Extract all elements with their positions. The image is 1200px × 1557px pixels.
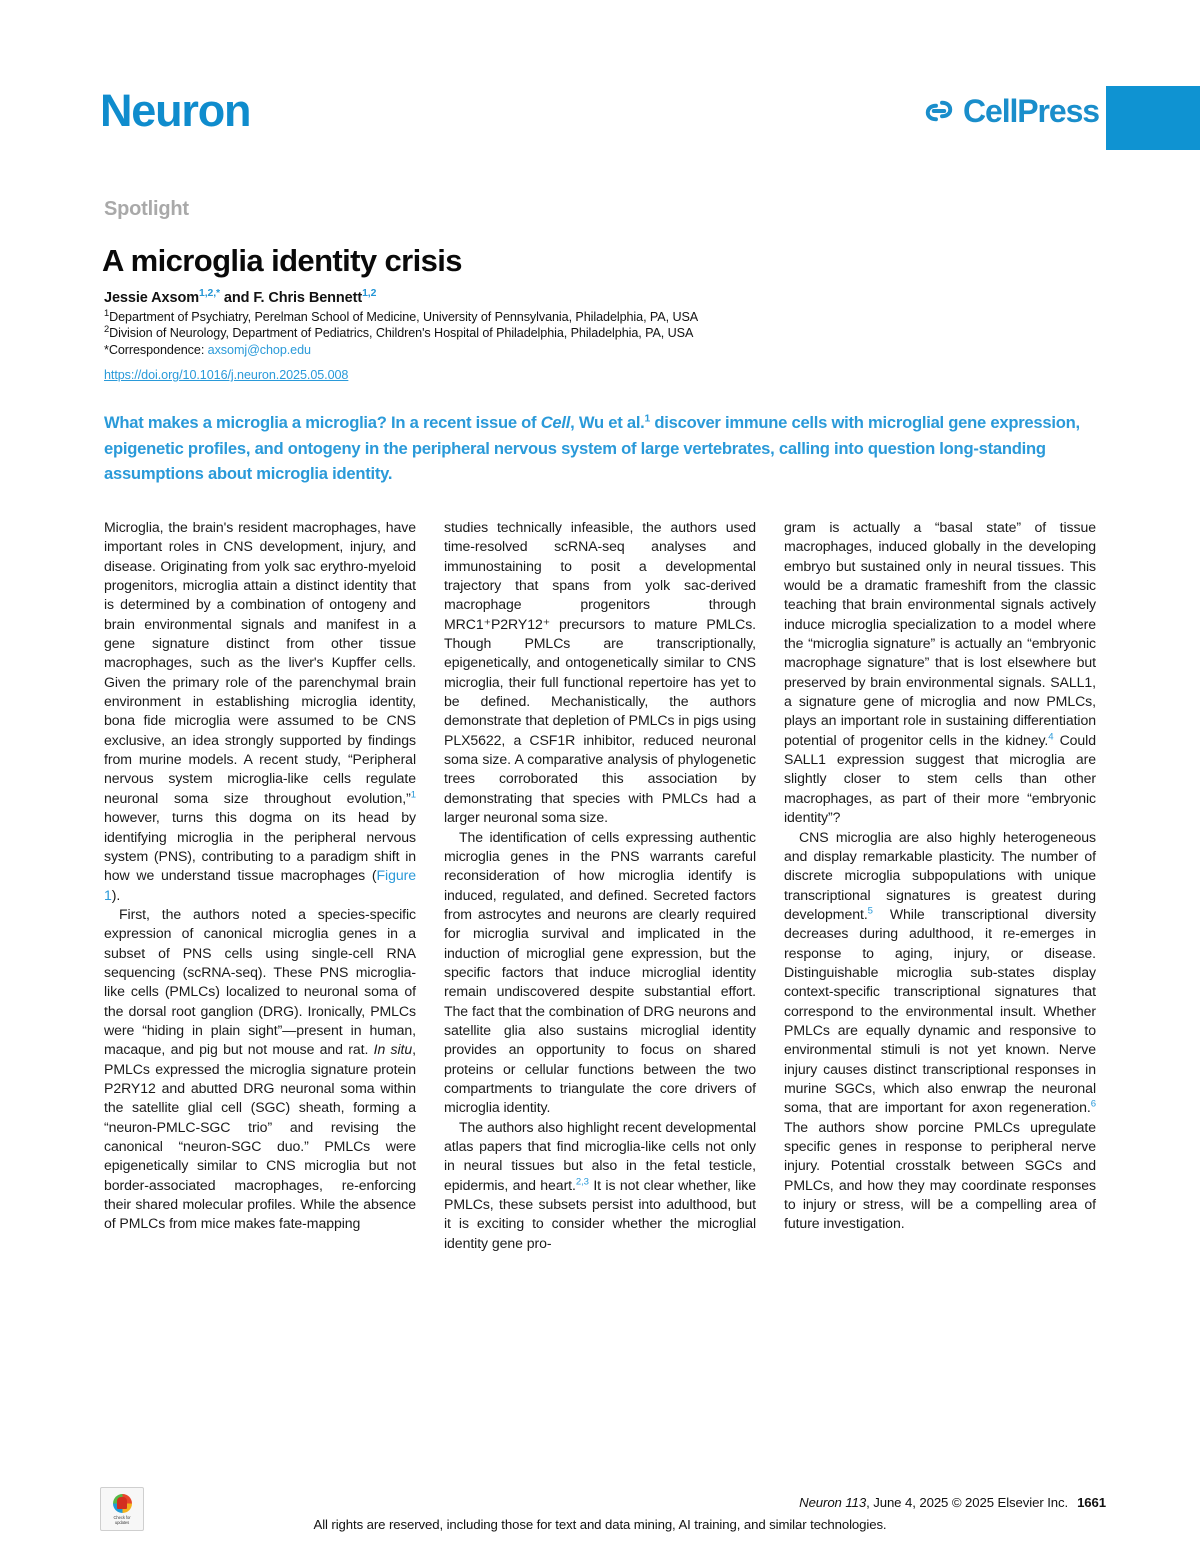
affiliations — [104, 309, 1024, 358]
p1-1-end: ). — [111, 886, 121, 903]
citation-rest: , June 4, 2025 © 2025 Elsevier Inc. — [866, 1495, 1069, 1510]
badge-label-line2: updates — [114, 1519, 130, 1525]
summary-part-1: What makes a microglia a microglia? In a recent issue of — [104, 413, 541, 432]
affiliation-1-marker: 1 — [104, 307, 110, 318]
paragraph-2-3 — [444, 1118, 756, 1253]
summary-part-2: , Wu et al. — [570, 413, 645, 432]
paragraph-1-1 — [104, 518, 416, 905]
summary-reference-marker: 1 — [644, 413, 651, 425]
affiliation-2-text: Division of Neurology, Department of Pediatrics, Children's Hospital of Philadelphia, Philadelphia, PA, USA — [109, 326, 694, 341]
affiliation-2 — [104, 325, 1024, 341]
paragraph-2-2: The identification of cells expressing authentic microglia genes in the PNS warrants careful reconsideration of how microglia identify is induced, regulated, and defined. Secreted factors from astrocytes and neurons are clearly required for microglia survival and implicated in the induction of microglial gene expression, but the specific factors that induce microglial identity remain undiscovered despite substantial effort. The fact that the combination of DRG neurons and satellite glia also sustains microglial identity provides an opportunity to focus on shared proteins or cellular functions between the two compartments to triangulate the core drivers of microglia identity. — [444, 828, 756, 1116]
doi-link[interactable]: https://doi.org/10.1016/j.neuron.2025.05.008 — [104, 368, 349, 382]
author-conjunction: and F. Chris Bennett — [219, 290, 363, 306]
paragraph-1-2 — [104, 905, 416, 1234]
p3-1-a: gram is actually a “basal state” of tissue macrophages, induced globally in the developing embryo but sustained only in neural tissues. This would be a dramatic frameshift from the classic teaching that brain environmental signals actively induce microglia specialization to a model where the “microglia signature” is actually an “embryonic macrophage signature” that is lost elsewhere but preserved by brain environmental signals. SALL1, a signature gene of microglia and now PMLCs, plays an important role in sustaining differentiation potential of progenitor cells in the kidney. — [784, 519, 1096, 748]
author-name-1: Jessie Axsom — [104, 290, 199, 306]
cellpress-link-icon — [924, 96, 954, 126]
masthead — [0, 0, 1200, 170]
body-column-2 — [444, 518, 756, 1253]
article-summary — [104, 410, 1089, 487]
p3-2-ref2: 6 — [1090, 1098, 1096, 1110]
page-number: 1661 — [1077, 1495, 1106, 1510]
cellpress-logo — [924, 95, 1099, 127]
brand-color-block — [1106, 86, 1200, 150]
citation-line — [0, 1495, 1106, 1510]
article-kicker: Spotlight — [104, 198, 189, 220]
p1-1-cont: however, turns this dogma on its head by identifying microglia in the peripheral nervous system (PNS), contributing to a paradigm shift in how we understand tissue macrophages ( — [104, 809, 416, 884]
journal-title: Neuron — [100, 85, 251, 136]
citation-volume: 113 — [845, 1495, 867, 1510]
correspondence-email-link[interactable]: axsomj@chop.edu — [207, 342, 311, 357]
p3-2-ref: 5 — [867, 905, 873, 917]
citation-journal: Neuron — [799, 1495, 846, 1510]
p3-1-b: Could SALL1 expression suggest that microglia are slightly closer to stem cells than other macrophages, as part of their more “embryonic identity”? — [784, 731, 1096, 826]
summary-journal-italic: Cell — [540, 413, 571, 432]
cellpress-wordmark: CellPress — [963, 93, 1099, 129]
p1-2-b: , PMLCs expressed the microglia signature protein P2RY12 and abutted DRG neuronal soma within the satellite glial cell (SGC) sheath, forming a “neuron-PMLC-SGC trio” and revising the canonical “neuron-SGC duo.” PMLCs were epigenetically similar to CNS microglia but not border-associated macrophages, re-enforcing their shared molecular profiles. While the absence of PMLCs from mice makes fate-mapping — [104, 1041, 416, 1232]
p1-1-ref: 1 — [410, 789, 416, 801]
page-title: A microglia identity crisis — [102, 242, 462, 278]
p2-3-ref: 2,3 — [575, 1176, 589, 1187]
correspondence-label: *Correspondence: — [104, 342, 208, 357]
rights-statement: All rights are reserved, including those for text and data mining, AI training, and similar technologies. — [313, 1517, 887, 1532]
body-columns — [104, 518, 1096, 1253]
body-column-3 — [784, 518, 1096, 1253]
p1-2-a: First, the authors noted a species-specific expression of canonical microglia genes in a subset of PNS cells using single-cell RNA sequencing (scRNA-seq). These PNS microglia-like cells (PMLCs) localized to neuronal soma of the dorsal root ganglion (DRG). Ironically, PMLCs were “hiding in plain sight”—present in human, macaque, and pig but not mouse and rat. — [104, 905, 416, 1058]
affiliation-1 — [104, 309, 1024, 325]
affiliation-2-marker: 2 — [104, 324, 110, 335]
p3-2-c: The authors show porcine PMLCs upregulate specific genes in response to peripheral nerve injury. Potential crosstalk between SGCs and PMLCs, and how they may coordinate responses to injury or stress, will be a compelling area of future investigation. — [784, 1118, 1096, 1232]
paragraph-3-2 — [784, 828, 1096, 1234]
affiliation-1-text: Department of Psychiatry, Perelman School of Medicine, University of Pennsylvania, Philadelphia, PA, USA — [109, 310, 699, 324]
p3-1-ref: 4 — [1048, 731, 1054, 743]
author-1-affiliation-marks: 1,2,* — [199, 288, 220, 300]
paragraph-3-1 — [784, 518, 1096, 828]
badge-label-line1: Check for — [113, 1514, 131, 1520]
correspondence — [104, 342, 1024, 358]
figure-1-link[interactable]: Figure 1 — [104, 867, 416, 903]
p3-2-b: While transcriptional diversity decreases during adulthood, it re-emerges in response to aging, injury, or disease. Distinguishable microglia sub-states display context-specific transcriptional signatures that correspond to the environmental insult. Whether PMLCs are equally dynamic and responsive to environmental stimuli is not yet known. Nerve injury causes distinct transcriptional responses in murine SGCs, which also enwrap the neuronal soma, that are important for axon regeneration. — [784, 905, 1096, 1116]
p2-3-b: It is not clear whether, like PMLCs, these subsets persist into adulthood, but it is exciting to consider whether the microglial identity gene pro- — [444, 1176, 757, 1251]
body-column-1 — [104, 518, 416, 1253]
author-2-affiliation-marks: 1,2 — [362, 288, 377, 300]
p3-2-a: CNS microglia are also highly heterogeneous and display remarkable plasticity. The number of discrete microglia subpopulations with unique transcriptional signatures is greatest during development. — [784, 828, 1096, 922]
p2-3-a: The authors also highlight recent developmental atlas papers that find microglia-like cells not only in neural tissues but also in the fetal testicle, epidermis, and heart. — [444, 1118, 756, 1193]
paragraph-2-1: studies technically infeasible, the authors used time-resolved scRNA-seq analyses and immunostaining to posit a developmental trajectory that spans from yolk sac-derived macrophage progenitors through MRC1⁺P2RY12⁺ precursors to mature PMLCs. Though PMLCs are transcriptionally, epigenetically, and ontogenetically similar to CNS microglia, their full functional repertoire has yet to be defined. Mechanistically, the authors demonstrate that depletion of PMLCs in pigs using PLX5622, a CSF1R inhibitor, reduced neuronal soma size. A comparative analysis of phylogenetic trees corroborated this association by demonstrating that species with PMLCs had a larger neuronal soma size. — [444, 519, 756, 826]
p1-2-italic: In situ — [373, 1041, 413, 1058]
author-list — [104, 290, 376, 306]
summary-part-3: discover immune cells with microglial gene expression, epigenetic profiles, and ontogeny in the peripheral nervous system of large vertebrates, calling into question long-standing assumptions about microglia identity. — [104, 413, 1080, 483]
p1-1-text: Microglia, the brain's resident macrophages, have important roles in CNS development, injury, and disease. Originating from yolk sac erythro-myeloid progenitors, microglia attain a distinct identity that is determined by a combination of ontogeny and brain environmental signals and manifest in a gene signature distinct from other tissue macrophages, such as the liver's Kupffer cells. Given the primary role of the parenchymal brain environment in establishing microglia identity, bona fide microglia were assumed to be CNS exclusive, an idea strongly supported by findings from murine models. A recent study, “Peripheral nervous system microglia-like cells regulate neuronal soma size throughout evolution,” — [104, 519, 416, 806]
